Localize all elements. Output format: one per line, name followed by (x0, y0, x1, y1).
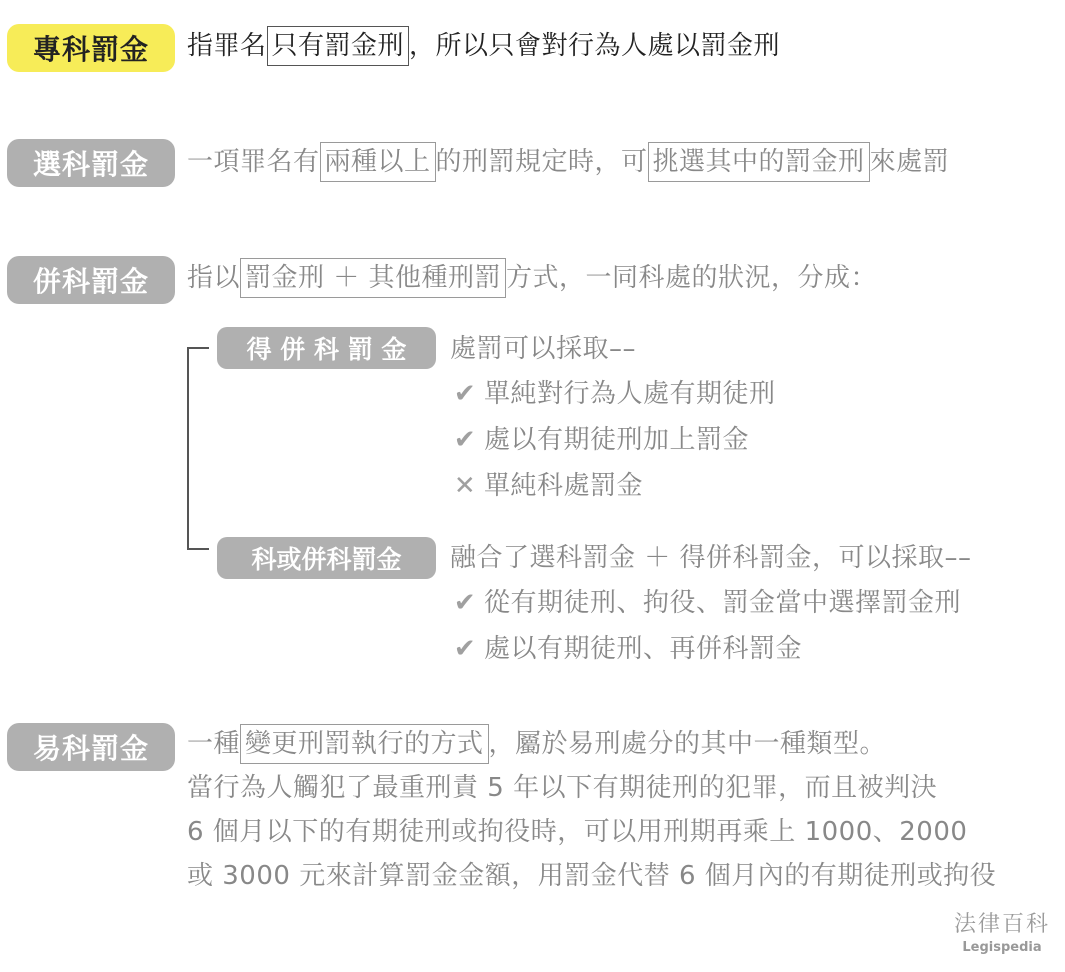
brand-sub: Legispedia (962, 940, 1042, 955)
row4-line-1: 當行為人觸犯了最重刑責 5 年以下有期徒刑的犯罪，而且被判決 (187, 773, 938, 803)
row2-post: 來處罰 (869, 147, 950, 177)
row3-text (187, 258, 877, 298)
tag-optional-fine: 選科罰金 (7, 139, 175, 187)
row2-boxed: 兩種以上 (320, 142, 436, 182)
check-icon: ✔ (453, 634, 477, 664)
row1-pre: 指罪名 (187, 31, 267, 61)
sub2-item-2 (450, 629, 802, 669)
check-icon: ✔ (453, 425, 477, 455)
row4-line-3: 或 3000 元來計算罰金金額，用罰金代替 6 個月內的有期徒刑或拘役 (187, 861, 997, 891)
tag-commuted-fine: 易科罰金 (7, 723, 175, 771)
tree-bracket (187, 347, 189, 550)
row1-post: ，所以只會對行為人處以罰金刑 (409, 31, 781, 61)
sub1-desc: 處罰可以採取–– (450, 334, 637, 364)
check-icon: ✔ (453, 588, 477, 618)
check-icon: ✔ (453, 379, 477, 409)
sub2-item-1 (450, 583, 961, 623)
sub1-item-1 (450, 374, 776, 414)
row4-line-2: 6 個月以下的有期徒刑或拘役時，可以用刑期再乘上 1000、2000 (187, 817, 968, 847)
row4-pre: 一種 (187, 729, 241, 759)
row2-boxed2: 挑選其中的罰金刑 (648, 142, 870, 182)
sub1-item-2-label: 處以有期徒刑加上罰金 (484, 425, 750, 455)
row2-text (187, 142, 949, 182)
row4-text (187, 724, 886, 764)
row3-pre: 指以 (187, 263, 241, 293)
row2-mid: 的刑罰規定時，可 (435, 147, 648, 177)
row1-boxed: 只有罰金刑 (267, 26, 410, 66)
row3-post: 方式，一同科處的狀況，分成： (506, 263, 878, 293)
sub2-item-2-label: 處以有期徒刑、再併科罰金 (484, 634, 803, 664)
brand-name: 法律百科 (953, 912, 1050, 937)
tag-combined-fine: 併科罰金 (7, 256, 175, 304)
sub1-item-3-label: 單純科處罰金 (484, 471, 644, 501)
row4-boxed: 變更刑罰執行的方式 (240, 724, 489, 764)
sub2-desc: 融合了選科罰金 ＋ 得併科罰金，可以採取–– (450, 543, 972, 573)
tag-specialized-fine: 專科罰金 (7, 24, 175, 72)
bracket-top-line (187, 347, 209, 349)
subtag-may-combine: 得 併 科 罰 金 (217, 327, 436, 369)
cross-icon: ✕ (453, 471, 477, 501)
sub2-item-1-label: 從有期徒刑、拘役、罰金當中選擇罰金刑 (484, 588, 962, 618)
sub1-item-1-label: 單純對行為人處有期徒刑 (484, 379, 776, 409)
row4-post: ，屬於易刑處分的其中一種類型。 (488, 729, 887, 759)
sub1-item-3 (450, 466, 643, 506)
sub1-item-2 (450, 420, 749, 460)
row1-text (187, 26, 780, 66)
row3-boxed: 罰金刑 ＋ 其他種刑罰 (240, 258, 506, 298)
brand-logo (947, 907, 1057, 955)
row2-pre: 一項罪名有 (187, 147, 320, 177)
subtag-select-or-combine: 科或併科罰金 (217, 537, 436, 579)
bracket-bottom-line (187, 548, 209, 550)
